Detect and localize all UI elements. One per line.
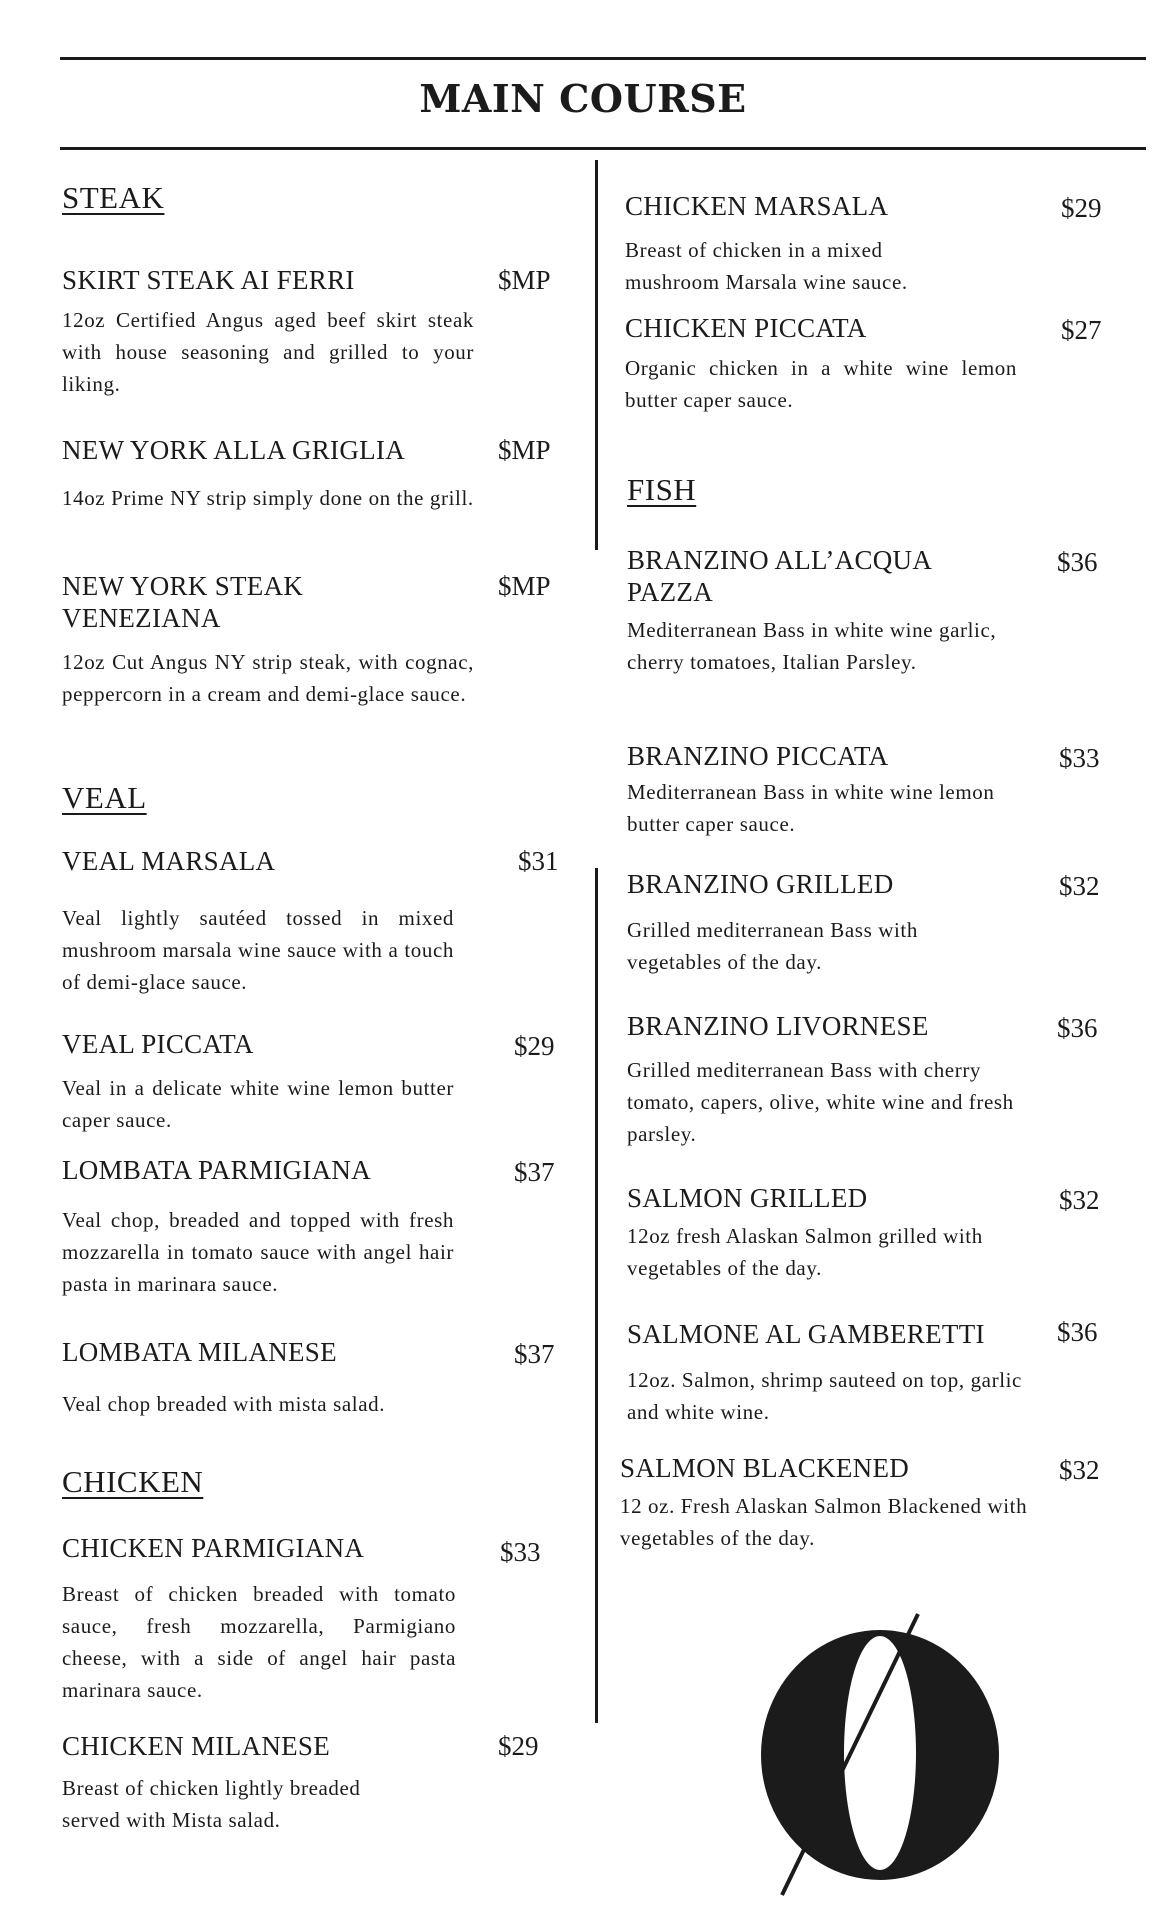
menu-item-description: Veal chop, breaded and topped with fresh mozzarella in tomato sauce with angel hair pasta in marinara sauce.: [62, 1208, 454, 1296]
menu-item-name: VEAL PICCATA: [62, 1029, 254, 1059]
menu-item-description: Breast of chicken lightly breaded served with Mista salad.: [62, 1776, 361, 1832]
menu-item-name: SALMON BLACKENED: [620, 1453, 910, 1483]
menu-item-price: $37: [514, 1157, 555, 1187]
menu-item-price: $32: [1059, 1185, 1100, 1215]
section-chicken: CHICKEN: [62, 1464, 204, 1499]
menu-item-name: SALMON GRILLED: [627, 1183, 868, 1213]
menu-item-name: NEW YORK STEAK VENEZIANA: [62, 571, 304, 633]
menu-item-name: SALMONE AL GAMBERETTI: [627, 1319, 985, 1349]
menu-item-name: BRANZINO LIVORNESE: [627, 1011, 929, 1041]
menu-item-name: BRANZINO GRILLED: [627, 869, 894, 899]
column-divider-upper: [595, 160, 598, 550]
menu-item-price: $MP: [498, 265, 551, 295]
menu-item-name: SKIRT STEAK AI FERRI: [62, 265, 355, 295]
menu-item-price: $33: [500, 1537, 541, 1567]
menu-item-description: 14oz Prime NY strip simply done on the grill.: [62, 486, 474, 510]
menu-item-price: $36: [1057, 1013, 1098, 1043]
menu-item-description: 12oz fresh Alaskan Salmon grilled with vegetables of the day.: [627, 1224, 983, 1280]
logo-o-ring-icon: [761, 1630, 999, 1880]
menu-item-name: VEAL MARSALA: [62, 846, 276, 876]
menu-item-name: CHICKEN MARSALA: [625, 191, 889, 221]
menu-item-price: $MP: [498, 435, 551, 465]
menu-item-price: $36: [1057, 1317, 1098, 1347]
menu-item-description: Veal lightly sautéed tossed in mixed mushroom marsala wine sauce with a touch of demi-glace sauce.: [62, 906, 454, 994]
menu-item-description: Mediterranean Bass in white wine lemon butter caper sauce.: [627, 780, 995, 836]
menu-item-price: $32: [1059, 871, 1100, 901]
title-bottom-rule: [60, 147, 1146, 150]
menu-item-description: Organic chicken in a white wine lemon butter caper sauce.: [625, 356, 1017, 412]
menu-item-price: $37: [514, 1339, 555, 1369]
restaurant-logo-icon: [730, 1610, 1030, 1900]
menu-item-price: $MP: [498, 571, 551, 601]
menu-item-name: CHICKEN PARMIGIANA: [62, 1533, 365, 1563]
menu-item-name: CHICKEN PICCATA: [625, 313, 867, 343]
menu-item-name: LOMBATA PARMIGIANA: [62, 1155, 372, 1185]
menu-item-description: Veal in a delicate white wine lemon butter caper sauce.: [62, 1076, 454, 1132]
page-title: MAIN COURSE: [419, 76, 747, 121]
column-divider-lower: [595, 868, 598, 1723]
menu-item-price: $33: [1059, 743, 1100, 773]
menu-item-description: Grilled mediterranean Bass with cherry tomato, capers, olive, white wine and fresh parsley.: [627, 1058, 1014, 1146]
section-veal: VEAL: [62, 780, 147, 815]
menu-item-description: Mediterranean Bass in white wine garlic, cherry tomatoes, Italian Parsley.: [627, 618, 997, 674]
menu-item-description: Breast of chicken breaded with tomato sauce, fresh mozzarella, Parmigiano cheese, with a side of angel hair pasta marinara sauce.: [62, 1582, 456, 1702]
menu-item-price: $29: [498, 1731, 539, 1761]
menu-item-price: $36: [1057, 547, 1098, 577]
menu-item-name: BRANZINO ALL’ACQUA PAZZA: [627, 545, 931, 607]
menu-item-name: BRANZINO PICCATA: [627, 741, 889, 771]
menu-item-price: $27: [1061, 315, 1102, 345]
section-steak: STEAK: [62, 180, 165, 215]
section-fish: FISH: [627, 472, 697, 507]
top-rule: [60, 57, 1146, 60]
menu-item-price: $32: [1059, 1455, 1100, 1485]
menu-item-price: $31: [518, 846, 559, 876]
menu-item-price: $29: [514, 1031, 555, 1061]
menu-item-price: $29: [1061, 193, 1102, 223]
menu-item-name: NEW YORK ALLA GRIGLIA: [62, 435, 406, 465]
menu-item-description: 12oz Cut Angus NY strip steak, with cognac, peppercorn in a cream and demi-glace sauce.: [62, 650, 474, 706]
menu-item-description: 12 oz. Fresh Alaskan Salmon Blackened with vegetables of the day.: [620, 1494, 1028, 1550]
menu-item-name: CHICKEN MILANESE: [62, 1731, 331, 1761]
menu-item-description: 12oz Certified Angus aged beef skirt steak with house seasoning and grilled to your liking.: [62, 308, 474, 396]
menu-item-description: Breast of chicken in a mixed mushroom Marsala wine sauce.: [625, 238, 908, 294]
menu-item-name: LOMBATA MILANESE: [62, 1337, 337, 1367]
menu-item-description: Veal chop breaded with mista salad.: [62, 1392, 386, 1416]
menu-item-description: Grilled mediterranean Bass with vegetables of the day.: [627, 918, 918, 974]
menu-item-description: 12oz. Salmon, shrimp sauteed on top, garlic and white wine.: [627, 1368, 1022, 1424]
